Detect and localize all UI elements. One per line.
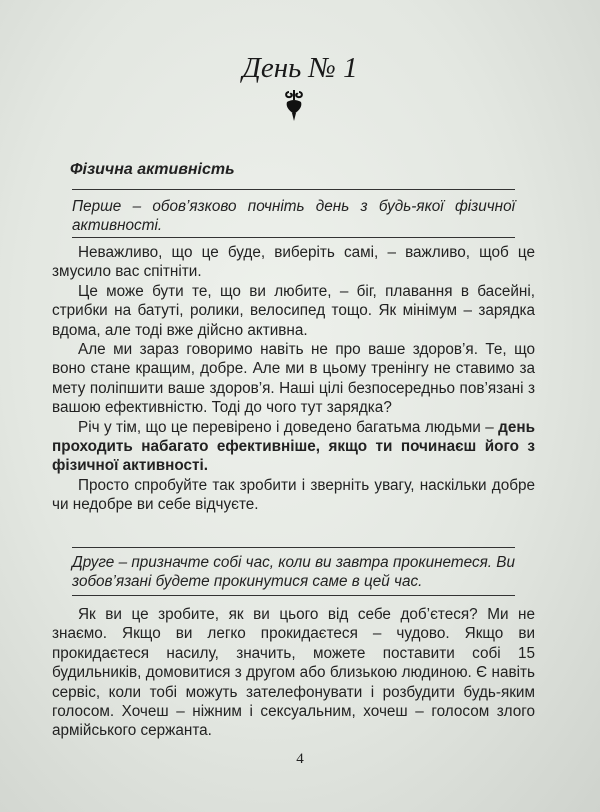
divider <box>72 237 515 238</box>
paragraph <box>52 476 535 515</box>
body-text-1 <box>52 243 535 515</box>
paragraph <box>52 243 535 282</box>
ornament-icon <box>283 88 305 122</box>
paragraph-text: Неважливо, що це буде, виберіть самі, – важливо, щоб це змусило вас спітніти. <box>52 244 535 281</box>
section-heading: Фізична активність <box>70 161 235 178</box>
paragraph <box>52 418 535 476</box>
divider <box>72 595 515 596</box>
emphasis-period: . <box>203 457 209 475</box>
chapter-title: День № 1 <box>242 52 358 84</box>
paragraph <box>52 340 535 418</box>
divider <box>72 547 515 548</box>
paragraph-text: Просто спробуйте так зробити і зверніть увагу, наскільки добре чи недобре ви себе відчуєте. <box>52 476 535 514</box>
paragraph-text: Річ у тім, що це перевірено і доведено багатьма людьми – <box>78 418 499 436</box>
paragraph <box>52 605 535 741</box>
body-text-2 <box>52 605 535 741</box>
paragraph <box>52 282 535 340</box>
divider <box>72 189 515 190</box>
paragraph-text: Як ви це зробите, як ви цього від себе доб’єтеся? Ми не знаємо. Якщо ви легко прокидаєтеся – чудово. Якщо ви прокидаєтеся насилу, значить, можете поставити собі 15 будильників, домовитися з другом або близькою людиною. Є навіть сервіс, коли тобі можуть зателефонувати і розбудити будь-яким голосом. Хочеш – ніжним і сексуальним, хочеш – голосом злого армійського сержанта. <box>52 606 535 740</box>
page-number: 4 <box>296 751 304 767</box>
note-first: Перше – обов’язково почніть день з будь-якої фізичної активності. <box>72 198 515 235</box>
paragraph-text: Але ми зараз говоримо навіть не про ваше здоров’я. Те, що воно стане кращим, добре. Але ми в цьому тренінгу не ставимо за мету поліпшити ваше здоров’я. Наші цілі безпосередньо пов’язані з вашою ефективністю. Тоді до чого тут зарядка? <box>52 341 535 417</box>
emphasis-text: день проходить набагато ефективніше, якщо ти починаєш його з фізичної активності <box>52 418 535 475</box>
paragraph-text: Це може бути те, що ви любите, – біг, плавання в басейні, стрибки на батуті, ролики, велосипед тощо. Як мінімум – зарядка вдома, але тоді вже дійсно активна. <box>52 282 535 339</box>
note-second: Друге – призначте собі час, коли ви завтра прокинетеся. Ви зобов’язані будете прокинутися саме в цей час. <box>72 554 515 591</box>
